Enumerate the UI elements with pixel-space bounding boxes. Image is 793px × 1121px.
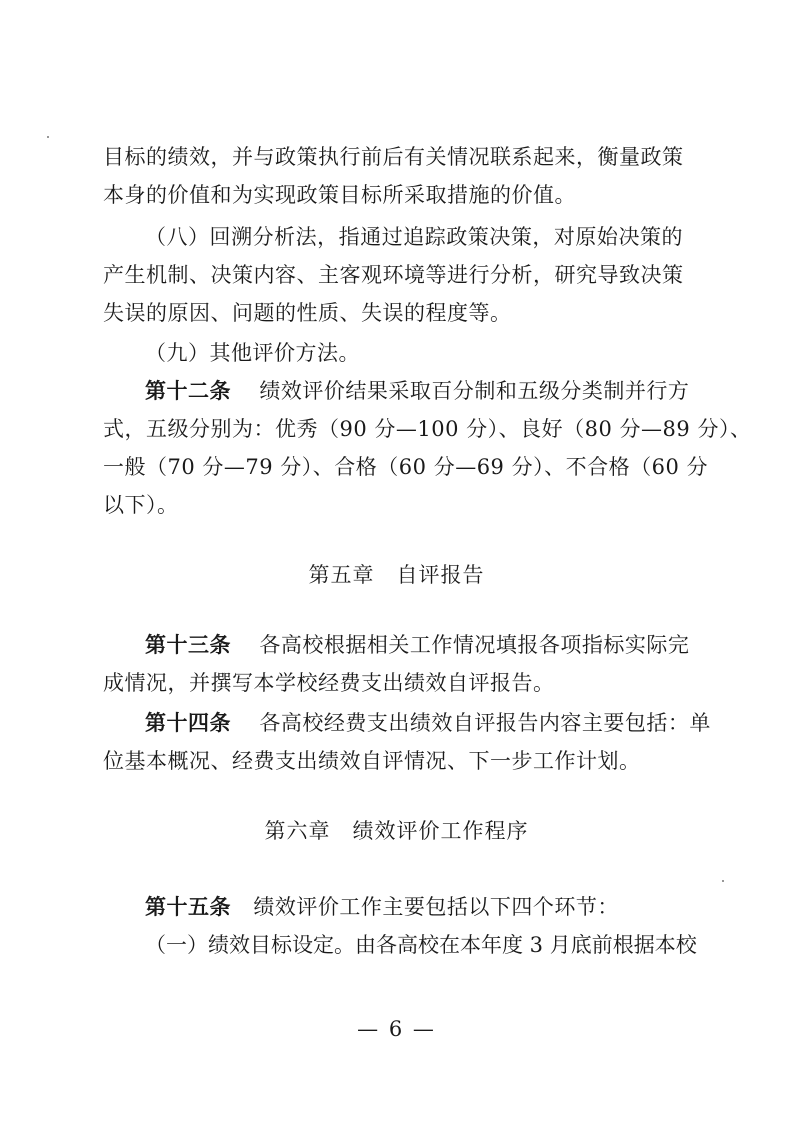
article-15-text: 绩效评价工作主要包括以下四个环节： [253,895,619,919]
scan-speck [47,136,49,138]
chapter-5-number: 第五章 [308,563,375,587]
chapter-5-title: 自评报告 [396,563,485,587]
paragraph-line: （一）绩效目标设定。由各高校在本年度 3 月底前根据本校 [145,933,697,957]
paragraph-line: 一般（70 分—79 分）、合格（60 分—69 分）、不合格（60 分 [103,455,708,479]
article-15-line [145,890,683,924]
paragraph-line: 成情况，并撰写本学校经费支出绩效自评报告。 [103,671,555,695]
article-13-line [145,628,690,662]
article-12-line [145,374,690,408]
paragraph-line: （九）其他评价方法。 [145,341,360,365]
article-13-label: 第十三条 [145,633,231,657]
paragraph-line: 失误的原因、问题的性质、失误的程度等。 [103,301,512,325]
paragraph-line: 产生机制、决策内容、主客观环境等进行分析，研究导致决策 [103,263,684,287]
article-14-line [145,706,711,740]
article-12-label: 第十二条 [145,379,231,403]
chapter-5-heading [0,558,793,592]
paragraph-line: 位基本概况、经费支出绩效自评情况、下一步工作计划。 [103,749,641,773]
article-14-label: 第十四条 [145,711,231,735]
chapter-6-title: 绩效评价工作程序 [352,819,529,843]
paragraph-line: 以下）。 [103,493,179,517]
page-number: — 6 — [357,1017,436,1041]
paragraph-line: 本身的价值和为实现政策目标所采取措施的价值。 [103,183,576,207]
paragraph-line: （八）回溯分析法，指通过追踪政策决策，对原始决策的 [145,225,683,249]
article-15-label: 第十五条 [145,895,231,919]
scan-speck [722,880,724,882]
paragraph-line: 目标的绩效，并与政策执行前后有关情况联系起来，衡量政策 [103,145,684,169]
chapter-6-number: 第六章 [264,819,331,843]
paragraph-line: 式，五级分别为：优秀（90 分—100 分）、良好（80 分—89 分）、 [103,417,752,441]
chapter-6-heading [0,814,793,848]
article-12-text: 绩效评价结果采取百分制和五级分类制并行方 [259,379,690,403]
article-14-text: 各高校经费支出绩效自评报告内容主要包括：单 [259,711,711,735]
article-13-text: 各高校根据相关工作情况填报各项指标实际完 [259,633,690,657]
